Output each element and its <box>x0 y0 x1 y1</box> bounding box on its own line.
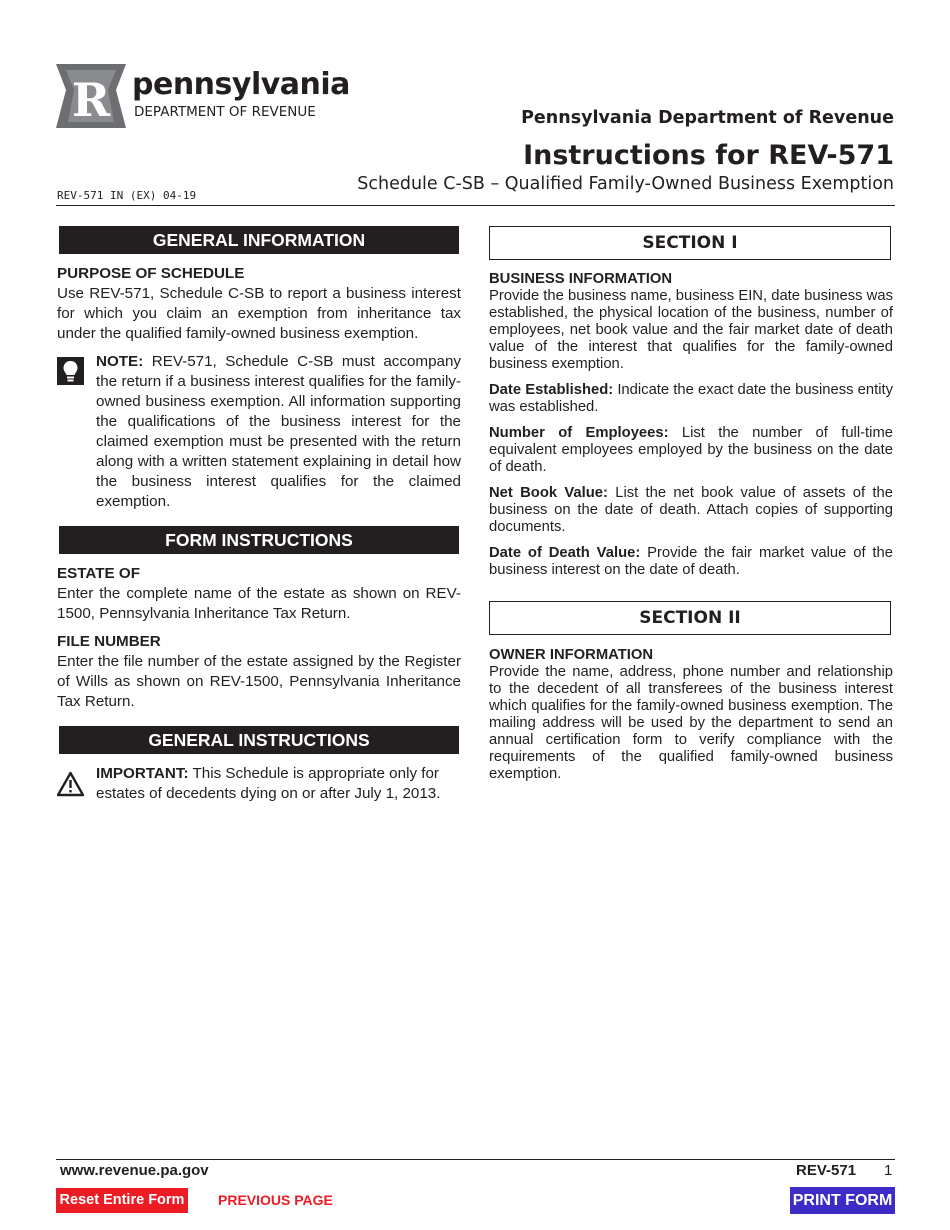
file-number-text: Enter the file number of the estate assigned by the Register of Wills as shown on REV-1500, Pennsylvania Inheritance Tax Return. <box>57 653 461 710</box>
business-information-text: Provide the business name, business EIN, date business was established, the physical location of the business, number of employees, net book value and the fair market date of death value of the interest that qualifies for the family-owned business exemption. <box>489 288 893 372</box>
page-title: Instructions for REV-571 <box>523 140 894 171</box>
number-of-employees-item: Number of Employees: List the number of full-time equivalent employees employed by the business on the date of death. <box>489 425 894 475</box>
general-instructions-heading: GENERAL INSTRUCTIONS <box>59 726 459 754</box>
purpose-text: Use REV-571, Schedule C-SB to report a business interest for which you claim an exemption from inheritance tax under the qualified family-owned business exemption. <box>57 285 461 342</box>
owner-information-title: OWNER INFORMATION <box>489 647 654 663</box>
form-code: REV-571 IN (EX) 04-19 <box>57 189 197 202</box>
business-information-title: BUSINESS INFORMATION <box>489 271 673 287</box>
note-block <box>57 352 461 512</box>
brand-name: pennsylvania <box>132 67 350 102</box>
date-of-death-value-item: Date of Death Value: Provide the fair market value of the business interest on the date of death. <box>489 545 893 578</box>
brand-subtitle: DEPARTMENT OF REVENUE <box>134 104 316 120</box>
note-label: NOTE: <box>96 353 144 370</box>
website-link[interactable]: www.revenue.pa.gov <box>60 1162 209 1179</box>
section-1-heading: SECTION I <box>489 226 891 260</box>
file-number-title: FILE NUMBER <box>57 633 161 650</box>
note-text: REV-571, Schedule C-SB must accompany the return if a business interest qualifies for the family-owned business exemption. All information supporting the qualifications of the business interest for the claimed exemption must be presented with the return along with a written statement explaining in detail how the business interest qualifies for the claimed exemption. <box>96 353 461 510</box>
general-information-heading: GENERAL INFORMATION <box>59 226 459 254</box>
important-block <box>57 764 461 804</box>
purpose-title: PURPOSE OF SCHEDULE <box>57 265 245 282</box>
header-divider <box>56 205 895 206</box>
page-subtitle: Schedule C-SB – Qualified Family-Owned Business Exemption <box>357 174 894 194</box>
estate-of-text: Enter the complete name of the estate as shown on REV-1500, Pennsylvania Inheritance Tax Return. <box>57 585 461 622</box>
important-label: IMPORTANT: <box>96 765 189 782</box>
left-column <box>57 226 461 804</box>
keystone-logo-icon <box>56 60 126 128</box>
lightbulb-icon <box>57 357 84 385</box>
print-form-button[interactable]: PRINT FORM <box>790 1187 895 1214</box>
form-instructions-heading: FORM INSTRUCTIONS <box>59 526 459 554</box>
pa-revenue-logo <box>56 60 350 130</box>
footer-divider <box>56 1159 895 1160</box>
estate-of-title: ESTATE OF <box>57 565 140 582</box>
page-number: 1 <box>884 1162 893 1179</box>
right-column <box>489 226 893 783</box>
owner-information-text: Provide the name, address, phone number and relationship to the decedent of all transferees of the business interest which qualifies for the family-owned business exemption. The mailing address will be used by the department to send an annual certification form to verify compliance with the requirements of the qualified family-owned business exemption. <box>489 664 893 782</box>
warning-icon <box>57 770 84 798</box>
important-text: This Schedule is appropriate only for estates of decedents dying on or after July 1, 2013. <box>96 765 441 802</box>
department-name: Pennsylvania Department of Revenue <box>521 108 894 128</box>
svg-text:R: R <box>71 73 111 127</box>
date-established-item: Date Established: Indicate the exact date the business entity was established. <box>489 382 893 415</box>
footer-form-code: REV-571 <box>796 1162 857 1179</box>
reset-form-button[interactable]: Reset Entire Form <box>56 1188 188 1213</box>
net-book-value-item: Net Book Value: List the net book value of assets of the business on the date of death. Attach copies of supporting documents. <box>489 485 893 535</box>
section-2-heading: SECTION II <box>489 601 891 635</box>
previous-page-button[interactable]: PREVIOUS PAGE <box>218 1188 333 1213</box>
